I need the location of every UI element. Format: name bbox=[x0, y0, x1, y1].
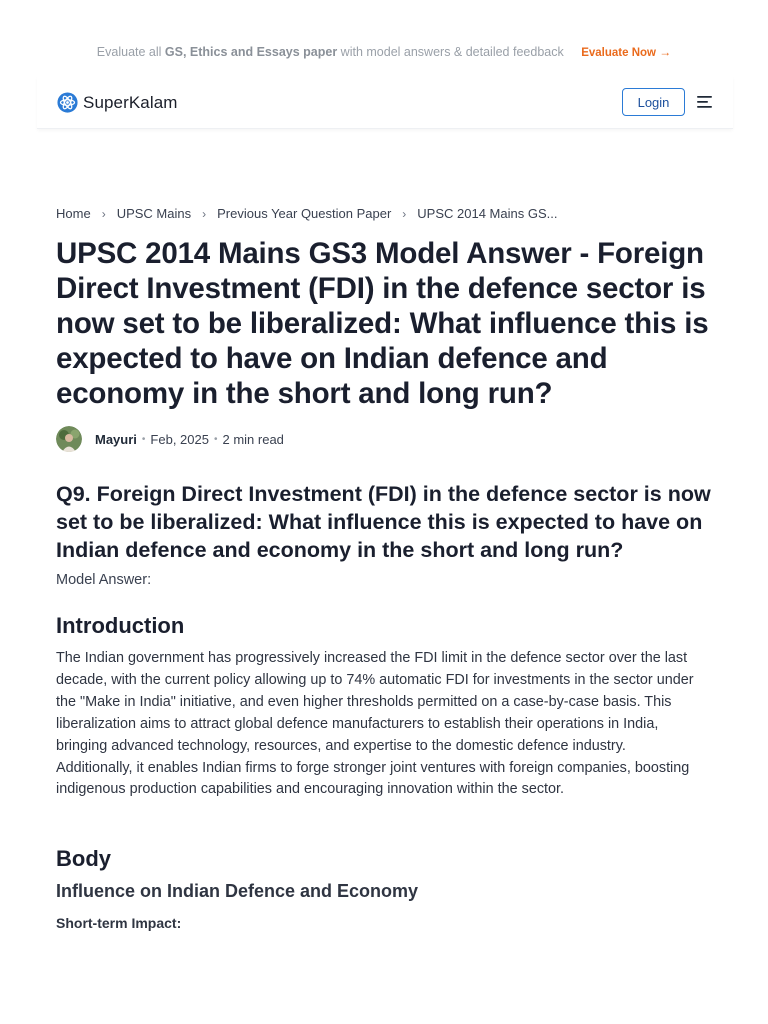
site-header bbox=[37, 76, 733, 129]
article-meta bbox=[56, 426, 284, 452]
promo-text-after: with model answers & detailed feedback bbox=[337, 45, 564, 59]
promo-text-bold: GS, Ethics and Essays paper bbox=[164, 45, 338, 59]
model-answer-label: Model Answer: bbox=[56, 572, 152, 588]
publish-date: Feb, 2025 bbox=[150, 431, 209, 447]
page-title: UPSC 2014 Mains GS3 Model Answer - Foreign Direct Investment (FDI) in the defence sector is now set to be liberalized: What influence this is expected to have on Indian defence and economy in the short and long run? bbox=[56, 237, 709, 410]
avatar[interactable] bbox=[56, 426, 82, 452]
atom-logo-icon bbox=[57, 92, 78, 113]
read-time: 2 min read bbox=[222, 431, 284, 447]
introduction-heading: Introduction bbox=[56, 613, 185, 638]
breadcrumb bbox=[56, 206, 557, 221]
breadcrumb-previous-year-papers[interactable]: Previous Year Question Paper bbox=[217, 206, 392, 221]
chevron-right-icon: › bbox=[402, 206, 407, 221]
meta-separator: • bbox=[141, 433, 146, 445]
short-term-heading: Short-term Impact: bbox=[56, 915, 182, 931]
evaluate-now-label: Evaluate Now bbox=[581, 47, 656, 59]
body-heading: Body bbox=[56, 846, 111, 871]
breadcrumb-upsc-mains[interactable]: UPSC Mains bbox=[116, 206, 192, 221]
hamburger-menu-icon[interactable] bbox=[697, 95, 713, 109]
breadcrumb-current: UPSC 2014 Mains GS... bbox=[417, 206, 558, 221]
evaluate-now-link[interactable] bbox=[581, 47, 671, 59]
chevron-right-icon: › bbox=[202, 206, 207, 221]
influence-subheading: Influence on Indian Defence and Economy bbox=[56, 881, 419, 901]
promo-text-before: Evaluate all bbox=[96, 45, 165, 59]
logo-text: SuperKalam bbox=[83, 92, 178, 112]
chevron-right-icon: › bbox=[101, 206, 106, 221]
meta-separator: • bbox=[213, 433, 218, 445]
arrow-right-icon: → bbox=[659, 45, 672, 59]
breadcrumb-home[interactable]: Home bbox=[56, 206, 91, 221]
author-name[interactable]: Mayuri bbox=[95, 431, 137, 447]
login-button[interactable]: Login bbox=[622, 88, 685, 116]
introduction-paragraph: The Indian government has progressively increased the FDI limit in the defence sector over the last decade, with the current policy allowing up to 74% automatic FDI for investments in the sector under the "Make in India" initiative, and even higher thresholds permitted on a case-by-case basis. This liberalization aims to attract global defence manufacturers to establish their operations in India, bringing advanced technology, resources, and expertise to the domestic defence industry. Additionally, it enables Indian firms to forge stronger joint ventures with foreign companies, boosting indigenous production capabilities and encouraging innovation within the sector. bbox=[56, 650, 694, 798]
site-logo[interactable] bbox=[57, 92, 178, 113]
question-heading: Q9. Foreign Direct Investment (FDI) in the defence sector is now set to be liberalized: What influence this is expected to have on Indian defence and economy in the short and long run? bbox=[56, 482, 711, 562]
